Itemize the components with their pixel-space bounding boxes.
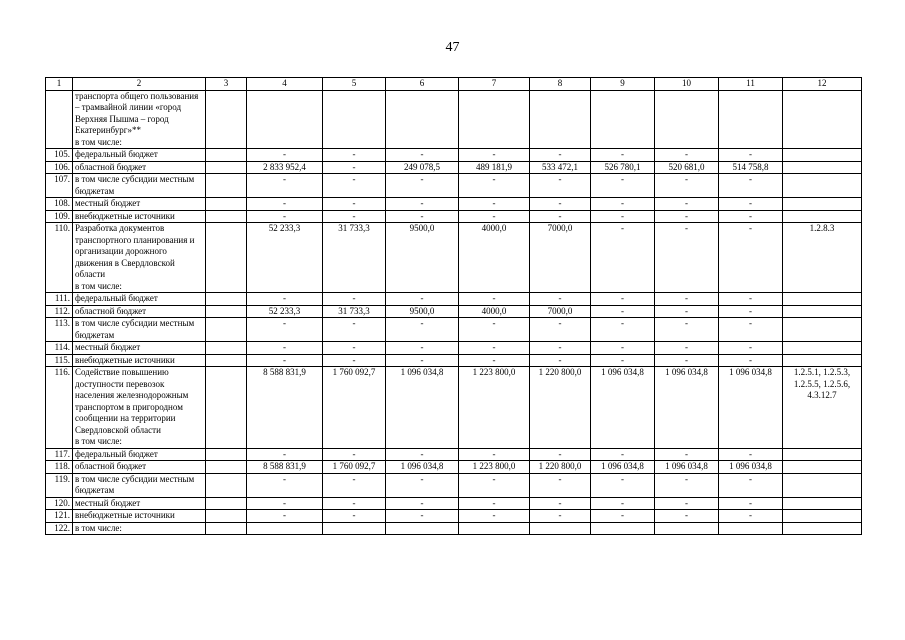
column-3-cell — [206, 461, 247, 474]
column-3-cell — [206, 161, 247, 174]
row-name-cell: в том числе субсидии местным бюджетам — [73, 473, 206, 497]
column-3-cell — [206, 223, 247, 293]
value-cell: - — [386, 149, 459, 162]
column-3-cell — [206, 497, 247, 510]
value-cell: - — [719, 149, 783, 162]
table-row — [46, 510, 862, 523]
value-cell: - — [591, 223, 655, 293]
table-row — [46, 174, 862, 198]
table-row — [46, 367, 862, 449]
target-reference-cell: 1.2.8.3 — [783, 223, 862, 293]
value-cell: - — [655, 354, 719, 367]
value-cell: - — [323, 510, 386, 523]
table-row — [46, 473, 862, 497]
column-3-cell — [206, 90, 247, 149]
column-3-cell — [206, 318, 247, 342]
value-cell — [719, 522, 783, 535]
column-header: 4 — [247, 78, 323, 91]
value-cell: 52 233,3 — [247, 223, 323, 293]
value-cell: 7000,0 — [530, 305, 591, 318]
column-3-cell — [206, 473, 247, 497]
value-cell: - — [530, 293, 591, 306]
value-cell: - — [323, 198, 386, 211]
value-cell: - — [247, 342, 323, 355]
target-reference-cell — [783, 293, 862, 306]
row-name-cell: внебюджетные источники — [73, 354, 206, 367]
value-cell: - — [530, 149, 591, 162]
row-number-cell: 110. — [46, 223, 73, 293]
value-cell: - — [591, 198, 655, 211]
row-number-cell: 105. — [46, 149, 73, 162]
column-3-cell — [206, 305, 247, 318]
value-cell: - — [591, 293, 655, 306]
table-row — [46, 522, 862, 535]
value-cell: - — [530, 198, 591, 211]
value-cell: - — [719, 354, 783, 367]
value-cell: - — [655, 342, 719, 355]
value-cell: 1 220 800,0 — [530, 367, 591, 449]
value-cell: - — [655, 149, 719, 162]
column-header: 2 — [73, 78, 206, 91]
value-cell: - — [247, 510, 323, 523]
value-cell: - — [386, 210, 459, 223]
value-cell: - — [591, 210, 655, 223]
row-number-cell: 118. — [46, 461, 73, 474]
value-cell: - — [530, 497, 591, 510]
value-cell: - — [719, 174, 783, 198]
target-reference-cell — [783, 473, 862, 497]
target-reference-cell — [783, 461, 862, 474]
value-cell: 1 096 034,8 — [386, 461, 459, 474]
row-name-cell: федеральный бюджет — [73, 448, 206, 461]
value-cell: 31 733,3 — [323, 223, 386, 293]
table-row — [46, 149, 862, 162]
value-cell: 1 223 800,0 — [459, 367, 530, 449]
value-cell: 526 780,1 — [591, 161, 655, 174]
value-cell: 520 681,0 — [655, 161, 719, 174]
target-reference-cell — [783, 522, 862, 535]
column-3-cell — [206, 149, 247, 162]
column-header: 10 — [655, 78, 719, 91]
value-cell: - — [591, 149, 655, 162]
value-cell: - — [459, 149, 530, 162]
value-cell — [655, 522, 719, 535]
value-cell: - — [719, 448, 783, 461]
value-cell: - — [719, 510, 783, 523]
value-cell: - — [719, 198, 783, 211]
column-3-cell — [206, 198, 247, 211]
table-row — [46, 461, 862, 474]
value-cell: - — [530, 510, 591, 523]
value-cell: - — [530, 174, 591, 198]
target-reference-cell — [783, 198, 862, 211]
table-row — [46, 198, 862, 211]
row-name-cell: Содействие повышению доступности перевозок населения железнодорожным транспортом в пригородном сообщении на территории Свердловской области в том числе: — [73, 367, 206, 449]
row-number-cell: 111. — [46, 293, 73, 306]
value-cell — [386, 522, 459, 535]
value-cell: 7000,0 — [530, 223, 591, 293]
value-cell: 1 096 034,8 — [386, 367, 459, 449]
value-cell: 8 588 831,9 — [247, 367, 323, 449]
table-row — [46, 90, 862, 149]
row-number-cell: 106. — [46, 161, 73, 174]
value-cell: - — [655, 293, 719, 306]
value-cell: 4000,0 — [459, 223, 530, 293]
value-cell: 1 223 800,0 — [459, 461, 530, 474]
value-cell — [247, 90, 323, 149]
value-cell: - — [323, 354, 386, 367]
row-name-cell: местный бюджет — [73, 497, 206, 510]
value-cell: - — [719, 473, 783, 497]
table-row — [46, 354, 862, 367]
table-row — [46, 293, 862, 306]
column-3-cell — [206, 342, 247, 355]
value-cell: - — [459, 510, 530, 523]
value-cell: - — [655, 448, 719, 461]
table-row — [46, 223, 862, 293]
value-cell: - — [591, 510, 655, 523]
row-name-cell: федеральный бюджет — [73, 149, 206, 162]
value-cell: 1 760 092,7 — [323, 367, 386, 449]
value-cell: 31 733,3 — [323, 305, 386, 318]
value-cell: - — [655, 510, 719, 523]
value-cell: - — [323, 174, 386, 198]
value-cell: - — [459, 198, 530, 211]
row-number-cell: 107. — [46, 174, 73, 198]
value-cell: - — [530, 318, 591, 342]
column-header: 11 — [719, 78, 783, 91]
value-cell: 489 181,9 — [459, 161, 530, 174]
value-cell: - — [323, 161, 386, 174]
value-cell: - — [247, 473, 323, 497]
value-cell: - — [719, 223, 783, 293]
target-reference-cell — [783, 354, 862, 367]
value-cell: - — [459, 473, 530, 497]
row-name-cell: в том числе субсидии местным бюджетам — [73, 174, 206, 198]
row-name-cell: внебюджетные источники — [73, 210, 206, 223]
value-cell: - — [459, 293, 530, 306]
value-cell: - — [386, 342, 459, 355]
value-cell: - — [323, 448, 386, 461]
value-cell: - — [386, 293, 459, 306]
value-cell: - — [719, 318, 783, 342]
value-cell: - — [323, 318, 386, 342]
row-number-cell: 114. — [46, 342, 73, 355]
value-cell: - — [459, 318, 530, 342]
target-reference-cell — [783, 497, 862, 510]
value-cell — [591, 522, 655, 535]
value-cell: - — [591, 473, 655, 497]
target-reference-cell — [783, 305, 862, 318]
value-cell: 249 078,5 — [386, 161, 459, 174]
column-3-cell — [206, 510, 247, 523]
row-name-cell: в том числе субсидии местным бюджетам — [73, 318, 206, 342]
value-cell: 4000,0 — [459, 305, 530, 318]
target-reference-cell — [783, 510, 862, 523]
table-row — [46, 161, 862, 174]
row-number-cell: 120. — [46, 497, 73, 510]
row-name-cell: областной бюджет — [73, 161, 206, 174]
value-cell: - — [323, 149, 386, 162]
value-cell: - — [591, 497, 655, 510]
target-reference-cell — [783, 174, 862, 198]
value-cell — [323, 90, 386, 149]
value-cell: - — [591, 318, 655, 342]
value-cell: - — [323, 497, 386, 510]
column-3-cell — [206, 210, 247, 223]
column-header: 1 — [46, 78, 73, 91]
column-3-cell — [206, 448, 247, 461]
value-cell: - — [323, 210, 386, 223]
value-cell — [655, 90, 719, 149]
value-cell: - — [247, 198, 323, 211]
column-header: 9 — [591, 78, 655, 91]
value-cell: 533 472,1 — [530, 161, 591, 174]
value-cell: 52 233,3 — [247, 305, 323, 318]
value-cell: 1 096 034,8 — [719, 367, 783, 449]
table-row — [46, 448, 862, 461]
table-row — [46, 305, 862, 318]
value-cell: - — [655, 497, 719, 510]
value-cell: - — [591, 448, 655, 461]
row-name-cell: в том числе: — [73, 522, 206, 535]
value-cell: - — [655, 305, 719, 318]
value-cell: - — [247, 210, 323, 223]
value-cell: - — [459, 342, 530, 355]
row-number-cell: 121. — [46, 510, 73, 523]
row-number-cell: 112. — [46, 305, 73, 318]
value-cell: - — [591, 305, 655, 318]
target-reference-cell — [783, 90, 862, 149]
value-cell: - — [247, 293, 323, 306]
value-cell — [386, 90, 459, 149]
target-reference-cell — [783, 149, 862, 162]
table-row — [46, 210, 862, 223]
row-number-cell: 119. — [46, 473, 73, 497]
value-cell: - — [386, 174, 459, 198]
value-cell: - — [323, 342, 386, 355]
row-number-cell: 108. — [46, 198, 73, 211]
value-cell: - — [247, 318, 323, 342]
value-cell: - — [530, 448, 591, 461]
row-name-cell: областной бюджет — [73, 305, 206, 318]
value-cell: - — [323, 293, 386, 306]
value-cell: - — [591, 174, 655, 198]
value-cell: - — [247, 174, 323, 198]
value-cell: - — [719, 497, 783, 510]
value-cell — [247, 522, 323, 535]
row-name-cell: областной бюджет — [73, 461, 206, 474]
value-cell: - — [655, 223, 719, 293]
value-cell — [323, 522, 386, 535]
value-cell: - — [459, 210, 530, 223]
value-cell: 1 096 034,8 — [655, 461, 719, 474]
header-row — [46, 78, 862, 91]
value-cell — [530, 90, 591, 149]
value-cell: - — [386, 318, 459, 342]
target-reference-cell — [783, 342, 862, 355]
value-cell: - — [591, 354, 655, 367]
value-cell: - — [247, 354, 323, 367]
row-name-cell: внебюджетные источники — [73, 510, 206, 523]
value-cell: - — [530, 342, 591, 355]
value-cell: 1 096 034,8 — [655, 367, 719, 449]
value-cell — [591, 90, 655, 149]
value-cell: - — [655, 210, 719, 223]
row-number-cell: 109. — [46, 210, 73, 223]
value-cell: - — [459, 497, 530, 510]
value-cell: - — [655, 174, 719, 198]
value-cell: - — [719, 305, 783, 318]
row-name-cell: Разработка документов транспортного планирования и организации дорожного движения в Свердловской области в том числе: — [73, 223, 206, 293]
value-cell: - — [655, 198, 719, 211]
column-header: 5 — [323, 78, 386, 91]
target-reference-cell — [783, 318, 862, 342]
value-cell: - — [247, 497, 323, 510]
table-body — [46, 90, 862, 535]
column-3-cell — [206, 367, 247, 449]
value-cell: - — [247, 448, 323, 461]
value-cell — [530, 522, 591, 535]
value-cell: - — [719, 210, 783, 223]
value-cell: - — [530, 473, 591, 497]
row-name-cell: федеральный бюджет — [73, 293, 206, 306]
value-cell: - — [386, 448, 459, 461]
value-cell: - — [655, 318, 719, 342]
target-reference-cell — [783, 448, 862, 461]
column-header: 7 — [459, 78, 530, 91]
target-reference-cell — [783, 161, 862, 174]
value-cell: 1 220 800,0 — [530, 461, 591, 474]
page-number: 47 — [445, 40, 460, 55]
value-cell: 1 760 092,7 — [323, 461, 386, 474]
value-cell: - — [386, 510, 459, 523]
value-cell — [719, 90, 783, 149]
value-cell: 1 096 034,8 — [719, 461, 783, 474]
column-header: 3 — [206, 78, 247, 91]
value-cell: - — [386, 497, 459, 510]
value-cell: 9500,0 — [386, 305, 459, 318]
target-reference-cell — [783, 210, 862, 223]
value-cell: - — [323, 473, 386, 497]
column-header: 8 — [530, 78, 591, 91]
column-3-cell — [206, 293, 247, 306]
value-cell: - — [591, 342, 655, 355]
column-header: 12 — [783, 78, 862, 91]
value-cell: 9500,0 — [386, 223, 459, 293]
value-cell: - — [459, 448, 530, 461]
value-cell — [459, 522, 530, 535]
row-number-cell: 113. — [46, 318, 73, 342]
row-name-cell: местный бюджет — [73, 342, 206, 355]
column-3-cell — [206, 522, 247, 535]
value-cell: 1 096 034,8 — [591, 367, 655, 449]
value-cell: - — [530, 210, 591, 223]
value-cell: 1 096 034,8 — [591, 461, 655, 474]
value-cell: - — [719, 293, 783, 306]
value-cell: - — [386, 198, 459, 211]
value-cell: 8 588 831,9 — [247, 461, 323, 474]
value-cell: - — [719, 342, 783, 355]
value-cell: 2 833 952,4 — [247, 161, 323, 174]
column-3-cell — [206, 174, 247, 198]
row-name-cell: местный бюджет — [73, 198, 206, 211]
row-name-cell: транспорта общего пользования – трамвайной линии «город Верхняя Пышма – город Екатеринбург»** в том числе: — [73, 90, 206, 149]
budget-table — [45, 77, 862, 535]
table-row — [46, 318, 862, 342]
row-number-cell — [46, 90, 73, 149]
value-cell: - — [655, 473, 719, 497]
table-row — [46, 497, 862, 510]
column-3-cell — [206, 354, 247, 367]
value-cell: - — [247, 149, 323, 162]
value-cell: - — [459, 354, 530, 367]
row-number-cell: 122. — [46, 522, 73, 535]
value-cell: - — [386, 354, 459, 367]
column-header: 6 — [386, 78, 459, 91]
value-cell: - — [386, 473, 459, 497]
value-cell: - — [459, 174, 530, 198]
row-number-cell: 116. — [46, 367, 73, 449]
row-number-cell: 117. — [46, 448, 73, 461]
value-cell: 514 758,8 — [719, 161, 783, 174]
target-reference-cell: 1.2.5.1, 1.2.5.3, 1.2.5.5, 1.2.5.6, 4.3.12.7 — [783, 367, 862, 449]
table-row — [46, 342, 862, 355]
value-cell — [459, 90, 530, 149]
row-number-cell: 115. — [46, 354, 73, 367]
value-cell: - — [530, 354, 591, 367]
